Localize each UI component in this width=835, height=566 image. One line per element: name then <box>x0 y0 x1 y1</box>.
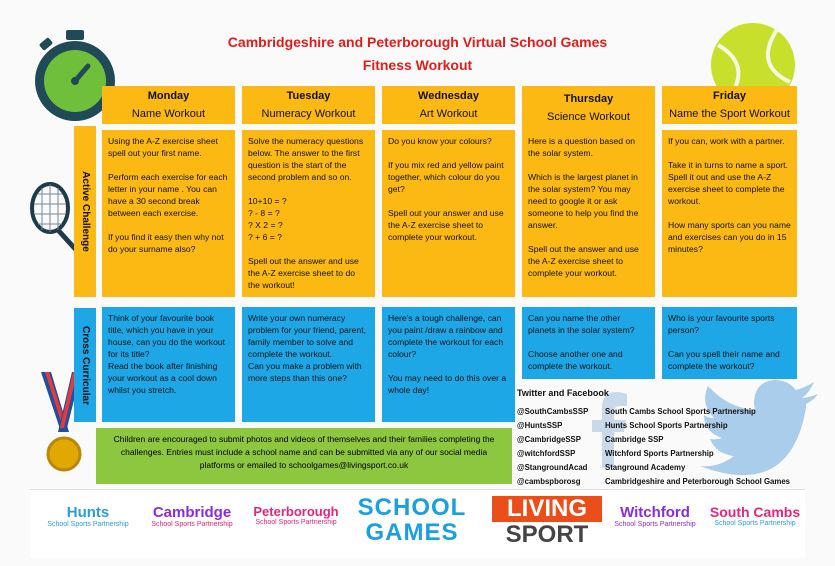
header-tuesday <box>242 86 375 124</box>
school-games-logo <box>352 496 472 546</box>
day-label: Wednesday <box>418 90 479 102</box>
workout-label: Art Workout <box>419 108 478 120</box>
notice-text: Children are encouraged to submit photos and videos of themselves and their families completing the challenges. Entries must include a school name and can be submitted via any of our social media platforms or emailed to schoolgames@livingsport.co.uk <box>113 434 495 470</box>
day-label: Monday <box>147 90 190 102</box>
social-name: Cambridgeshire and Peterborough School Games <box>605 477 790 486</box>
cross-cell-thursday: Can you name the other planets in the solar system? Choose another one and complete the workout. <box>522 307 655 379</box>
header-thursday <box>522 86 655 130</box>
active-cell-friday: If you can, work with a partner. Take it in turns to name a sport. Spell it out and use the A-Z exercise sheet to complete the workout. How many sports can you name and exercises can you do in 15 minutes? <box>662 130 797 297</box>
south-cambs-logo <box>706 504 804 527</box>
logo-sub: School Sports Partnership <box>614 521 696 528</box>
row-label-active <box>74 126 96 297</box>
social-heading: Twitter and Facebook <box>517 388 609 398</box>
social-name: South Cambs School Sports Partnership <box>605 407 756 416</box>
logo-name: Witchford <box>620 504 690 521</box>
active-cell-wednesday: Do you know your colours? If you mix red and yellow paint together, which colour do you get? Spell out your answer and use the A-Z exercise sheet to complete your workout. <box>382 130 515 297</box>
page-subtitle: Fitness Workout <box>362 57 473 73</box>
logo-name-2: SPORT <box>505 521 589 548</box>
logo-name: LIVING <box>492 496 602 522</box>
day-label: Friday <box>712 90 746 102</box>
cross-cell-friday: Who is your favourite sports person? Can you spell their name and complete the workout? <box>662 307 797 379</box>
page-title: Cambridgeshire and Peterborough Virtual School Games <box>227 34 608 50</box>
header-wednesday <box>382 86 515 124</box>
social-name: Cambridge SSP <box>605 435 664 444</box>
social-handle[interactable]: @StangroundAcad <box>517 463 588 472</box>
logo-name: Cambridge <box>152 504 232 521</box>
workout-label: Numeracy Workout <box>261 108 356 120</box>
logo-sub: School Sports Partnership <box>714 520 796 527</box>
social-row <box>517 433 827 447</box>
living-sport-logo <box>492 496 602 548</box>
partner-logo-bar <box>30 489 805 558</box>
logo-sub: School Sports Partnership <box>47 521 129 528</box>
header-monday <box>102 86 235 124</box>
day-label: Tuesday <box>286 90 331 102</box>
social-row <box>517 447 827 461</box>
social-row <box>517 419 827 433</box>
peterborough-logo <box>244 504 348 526</box>
row-label-text: Active Challenge <box>79 171 91 252</box>
cross-cell-tuesday: Write your own numeracy problem for your friend, parent, family member to solve and complete the workout. Can you make a problem with more steps than this one? <box>242 307 375 422</box>
cross-cell-wednesday: Here's a tough challenge, can you paint /draw a rainbow and complete the workout for each colour? You may need to do this over a whole day! <box>382 307 515 422</box>
workout-label: Science Workout <box>547 111 630 123</box>
row-label-cross <box>74 308 96 422</box>
social-row <box>517 475 827 489</box>
workout-label: Name Workout <box>131 108 206 120</box>
header-friday <box>662 86 797 124</box>
social-row <box>517 461 827 475</box>
cambridge-logo <box>142 504 242 528</box>
logo-name: South Cambs <box>709 504 801 520</box>
active-cell-tuesday: Solve the numeracy questions below. The answer to the first question is the start of the second problem and so on. 10+10 = ? ? - 8 = ? ? X 2 = ? ? + 6 = ? Spell out the answer and use the A-Z exercise sheet to do the workout! <box>242 130 375 297</box>
social-handle[interactable]: @HuntsSSP <box>517 421 563 430</box>
workout-label: Name the Sport Workout <box>669 108 790 120</box>
day-label: Thursday <box>563 93 614 105</box>
active-cell-monday: Using the A-Z exercise sheet spell out your first name. Perform each exercise for each letter in your name . You can have a 30 second break between each exercise. If you find it easy then why not do your surname also? <box>102 130 235 297</box>
witchford-logo <box>605 504 705 528</box>
logo-name: Peterborough <box>253 504 339 519</box>
logo-sub: School Sports Partnership <box>151 521 233 528</box>
social-list <box>517 405 827 489</box>
social-name: Stanground Academy <box>605 463 686 472</box>
logo-sub: School Sports Partnership <box>255 519 337 526</box>
social-row <box>517 405 827 419</box>
social-handle[interactable]: @witchfordSSP <box>517 449 576 458</box>
cross-cell-monday: Think of your favourite book title, which you have in your house, can you do the workout for its title? Read the book after finishing your workout as a cool down whilst you stretch. <box>102 307 235 422</box>
logo-name: Hunts <box>66 504 110 521</box>
logo-name: SCHOOL <box>357 494 467 521</box>
row-label-text: Cross Curricular <box>79 325 91 405</box>
social-handle[interactable]: @cambspborosg <box>517 477 581 486</box>
social-handle[interactable]: @CambridgeSSP <box>517 435 581 444</box>
submission-notice <box>96 428 512 484</box>
logo-name-2: GAMES <box>365 519 459 546</box>
social-handle[interactable]: @SouthCambsSSP <box>517 407 589 416</box>
social-name: Witchford Sports Partnership <box>605 449 714 458</box>
active-cell-thursday: Here is a question based on the solar system. Which is the largest planet in the solar system? You may need to google it or ask someone to help you find the answer. Spell out the answer and use the A-Z exercise sheet to complete your workout. <box>522 130 655 297</box>
hunts-logo <box>38 504 138 528</box>
social-name: Hunts School Sports Partnership <box>605 421 728 430</box>
